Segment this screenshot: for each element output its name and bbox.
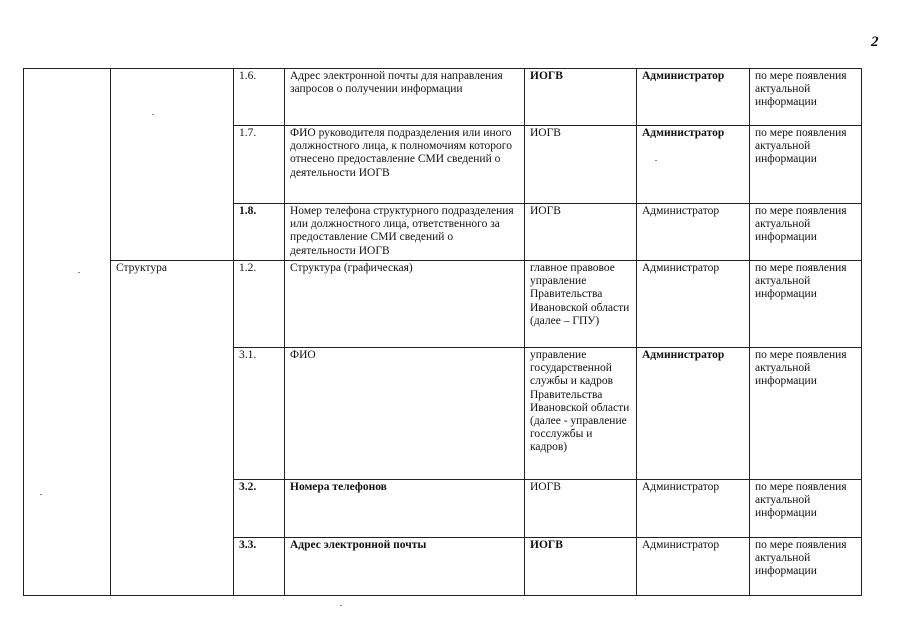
row-description: Структура (графическая) xyxy=(285,261,525,348)
row-source: ИОГВ xyxy=(525,126,637,204)
row-responsible: Администратор xyxy=(637,538,750,596)
row-period: по мере появления актуальной информации xyxy=(750,538,862,596)
row-description: ФИО xyxy=(285,348,525,480)
document-table xyxy=(23,68,862,596)
row-number: 1.2. xyxy=(234,261,285,348)
blank-column-cell xyxy=(24,69,111,596)
row-number: 1.7. xyxy=(234,126,285,204)
row-responsible: Администратор xyxy=(637,69,750,126)
row-description: ФИО руководителя подразделения или иного должностного лица, к полномочиям которого отнесено предоставление СМИ сведений о деятельности ИОГВ xyxy=(285,126,525,204)
row-period: по мере появления актуальной информации xyxy=(750,348,862,480)
row-description: Адрес электронной почты xyxy=(285,538,525,596)
row-responsible: Администратор xyxy=(637,348,750,480)
row-period: по мере появления актуальной информации xyxy=(750,126,862,204)
row-source: ИОГВ xyxy=(525,538,637,596)
row-responsible: Администратор xyxy=(637,480,750,538)
scan-speck xyxy=(340,605,342,606)
row-description: Номера телефонов xyxy=(285,480,525,538)
row-description: Номер телефона структурного подразделения или должностного лица, ответственного за предоставление СМИ сведений о деятельности ИОГВ xyxy=(285,204,525,261)
row-source: главное правовое управление Правительства Ивановской области (далее – ГПУ) xyxy=(525,261,637,348)
scan-speck xyxy=(655,160,657,161)
row-number: 1.8. xyxy=(234,204,285,261)
row-period: по мере появления актуальной информации xyxy=(750,480,862,538)
scan-speck xyxy=(152,114,154,115)
scan-speck xyxy=(78,272,80,273)
row-source: ИОГВ xyxy=(525,69,637,126)
row-period: по мере появления актуальной информации xyxy=(750,261,862,348)
row-responsible: Администратор xyxy=(637,126,750,204)
row-responsible: Администратор xyxy=(637,204,750,261)
row-source: ИОГВ xyxy=(525,204,637,261)
row-source: управление государственной службы и кадров Правительства Ивановской области (далее - управление госслужбы и кадров) xyxy=(525,348,637,480)
section-name-cell xyxy=(111,69,234,261)
row-number: 3.3. xyxy=(234,538,285,596)
page-number: 2 xyxy=(871,34,879,50)
scan-speck xyxy=(40,494,42,495)
row-number: 3.1. xyxy=(234,348,285,480)
row-period: по мере появления актуальной информации xyxy=(750,204,862,261)
table-row xyxy=(24,69,862,126)
row-period: по мере появления актуальной информации xyxy=(750,69,862,126)
row-source: ИОГВ xyxy=(525,480,637,538)
row-number: 3.2. xyxy=(234,480,285,538)
row-description: Адрес электронной почты для направления запросов о получении информации xyxy=(285,69,525,126)
row-number: 1.6. xyxy=(234,69,285,126)
row-responsible: Администратор xyxy=(637,261,750,348)
section-name-cell: Структура xyxy=(111,261,234,596)
table-row xyxy=(24,261,862,348)
